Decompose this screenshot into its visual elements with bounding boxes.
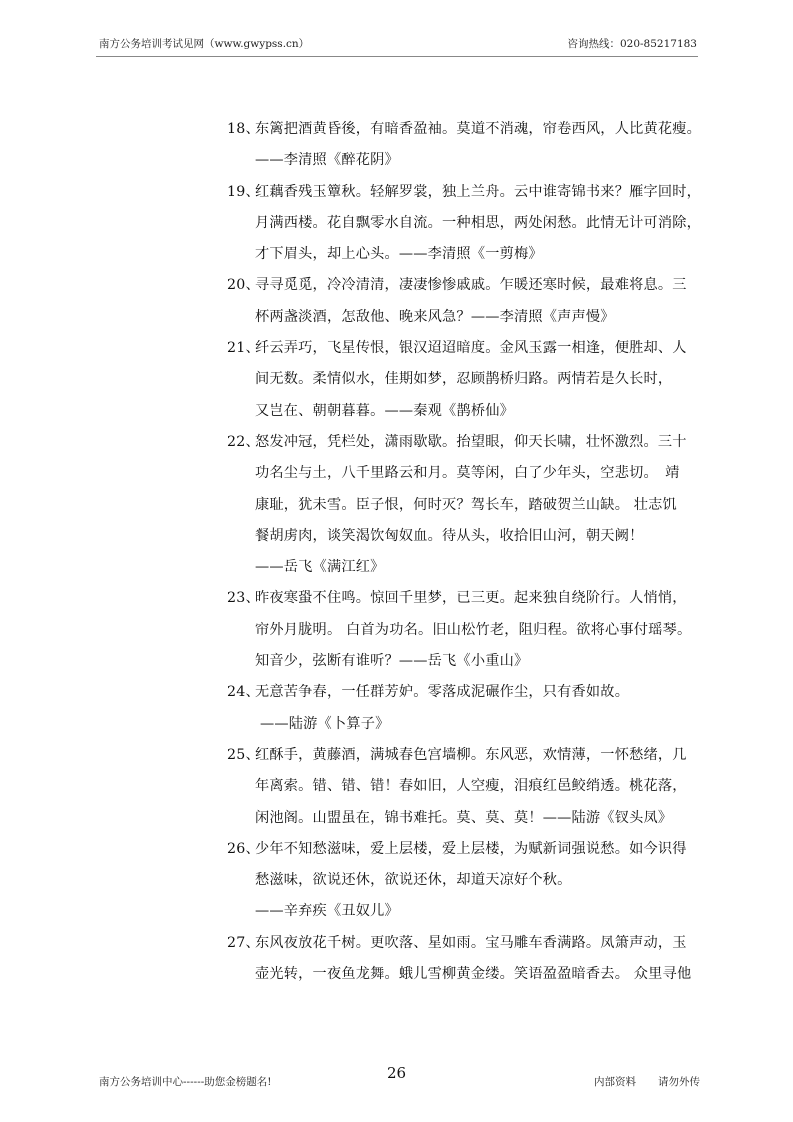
poem-line-numbered — [227, 427, 687, 458]
poem-line — [227, 521, 682, 552]
poem-text: 红藕香残玉簟秋。轻解罗裳，独上兰舟。云中谁寄锦书来？雁字回时， — [255, 183, 702, 200]
header-hotline: 咨询热线：020-85217183 — [567, 38, 697, 50]
poem-number: 19、 — [227, 183, 260, 200]
poem-line-numbered — [227, 114, 702, 145]
poem-line-numbered — [227, 583, 687, 614]
poem-text: ——辛弃疾《丑奴儿》 — [255, 903, 399, 920]
poem-text: 愁滋味，欲说还休，欲说还休，却道天凉好个秋。 — [255, 872, 572, 889]
poem-line-numbered — [227, 333, 687, 364]
poem-line-numbered — [227, 928, 687, 959]
poem-line — [227, 552, 682, 583]
poem-text: 月满西楼。花自飘零水自流。一种相思，两处闲愁。此情无计可消除， — [255, 214, 702, 231]
poem-line — [227, 896, 682, 927]
poem-text: 才下眉头，却上心头。——李清照《一剪梅》 — [255, 246, 543, 263]
poem-text: 少年不知愁滋味，爱上层楼，爱上层楼，为赋新词强说愁。如今识得 — [255, 840, 687, 857]
poem-line-numbered — [227, 177, 702, 208]
poem-text: 杯两盏淡酒，怎敌他、晚来风急？——李清照《声声慢》 — [255, 308, 615, 325]
poem-number: 25、 — [227, 746, 260, 763]
poem-text: 昨夜寒蛩不住鸣。惊回千里梦，已三更。起来独自绕阶行。人悄悄， — [255, 590, 687, 607]
poem-number: 21、 — [227, 340, 260, 357]
page-number: 26 — [386, 1064, 407, 1082]
poem-text: 餐胡虏肉，谈笑渴饮匈奴血。待从头，收拾旧山河，朝天阙！ — [255, 527, 644, 544]
poem-line — [227, 615, 692, 646]
poem-text: 东篱把酒黄昏後，有暗香盈袖。莫道不消魂，帘卷西风，人比黄花瘦。 — [255, 121, 702, 137]
poem-number: 18、 — [227, 121, 260, 137]
poem-line-numbered — [227, 677, 682, 708]
poem-number: 22、 — [227, 433, 260, 450]
poem-text: 年离索。错、错、错！春如旧，人空瘦，泪痕红邑鲛绡透。桃花落， — [255, 778, 687, 795]
poem-number: 27、 — [227, 934, 260, 951]
poem-line — [227, 364, 682, 395]
poem-text: 东风夜放花千树。更吹落、星如雨。宝马雕车香满路。凤箫声动，玉 — [255, 934, 687, 951]
poem-text: 知音少，弦断有谁听？——岳飞《小重山》 — [255, 653, 529, 670]
poem-line — [227, 865, 682, 896]
poem-line — [227, 208, 702, 239]
header-site-name: 南方公务培训考试见网（www.gwypss.cn） — [99, 38, 310, 50]
poem-text: ——李清照《醉花阴》 — [255, 152, 399, 169]
footer-slogan: 南方公务培训中心------助您金榜题名! — [99, 1076, 272, 1088]
poem-line — [227, 771, 687, 802]
poem-text: 壶光转，一夜鱼龙舞。蛾儿雪柳黄金缕。笑语盈盈暗香去。 众里寻他 — [255, 966, 692, 983]
footer-notice — [594, 1074, 700, 1089]
poem-text: 帘外月胧明。 白首为功名。旧山松竹老，阻归程。欲将心事付瑶琴。 — [255, 621, 692, 638]
poem-line — [227, 145, 682, 176]
poem-text: 纤云弄巧，飞星传恨，银汉迢迢暗度。金风玉露一相逢，便胜却、人 — [255, 340, 687, 357]
footer-no-distribution: 请勿外传 — [658, 1076, 700, 1088]
poem-text: 间无数。柔情似水，佳期如梦，忍顾鹊桥归路。两情若是久长时， — [255, 371, 673, 388]
poem-text: 红酥手，黄藤酒，满城春色宫墙柳。东风恶，欢情薄，一怀愁绪，几 — [255, 746, 687, 763]
poem-line-numbered — [227, 270, 687, 301]
poem-line — [227, 646, 682, 677]
poem-text: 康耻，犹未雪。臣子恨，何时灭？驾长车，踏破贺兰山缺。 壮志饥 — [255, 496, 677, 513]
poem-text: ——岳飞《满江红》 — [255, 559, 385, 576]
poem-line-numbered — [227, 834, 687, 865]
poem-line — [227, 396, 682, 427]
poem-number: 20、 — [227, 277, 260, 294]
poem-line — [227, 709, 682, 740]
poem-text: 怒发冲冠，凭栏处，潇雨歇歇。抬望眼，仰天长啸，壮怀激烈。三十 — [255, 433, 687, 450]
poem-text: 闲池阁。山盟虽在，锦书难托。莫、莫、莫！——陆游《钗头凤》 — [255, 809, 673, 826]
poem-number: 24、 — [227, 684, 260, 701]
poem-line — [227, 458, 682, 489]
poem-number: 23、 — [227, 590, 260, 607]
poem-list — [227, 114, 702, 990]
poem-text: 功名尘与土，八千里路云和月。莫等闲，白了少年头，空悲切。 靖 — [255, 465, 680, 482]
poem-line — [227, 490, 682, 521]
poem-text: 无意苦争春，一任群芳妒。零落成泥碾作尘，只有香如故。 — [255, 684, 630, 701]
poem-number: 26、 — [227, 840, 260, 857]
poem-line — [227, 302, 682, 333]
poem-text: 寻寻觅觅，冷冷清清，凄凄惨惨戚戚。乍暖还寒时候，最难将息。三 — [255, 277, 687, 294]
poem-text: 又岂在、朝朝暮暮。——秦观《鹊桥仙》 — [255, 402, 514, 419]
poem-line-numbered — [227, 740, 687, 771]
footer-internal: 内部资料 — [594, 1076, 636, 1088]
header-divider — [96, 56, 698, 57]
poem-line — [227, 803, 682, 834]
poem-text: ——陆游《卜算子》 — [260, 715, 390, 732]
poem-line — [227, 959, 692, 990]
poem-line — [227, 239, 682, 270]
